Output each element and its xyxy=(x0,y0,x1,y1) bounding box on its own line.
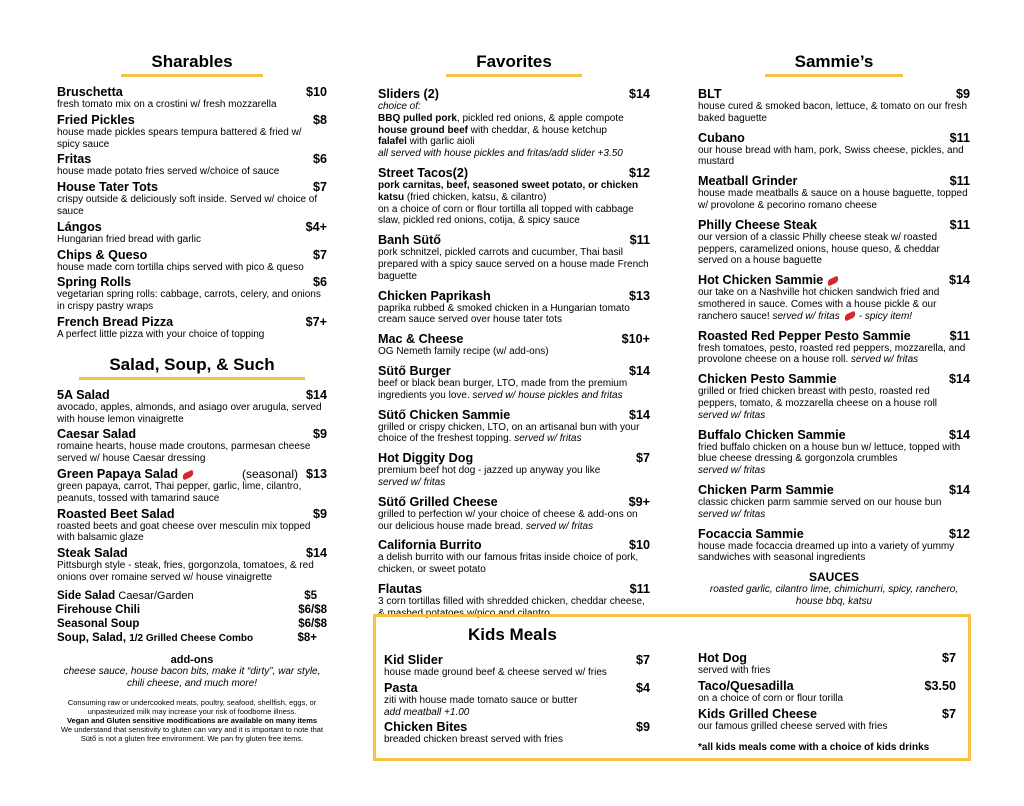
item-name: Seasonal Soup xyxy=(57,617,140,630)
item-desc: house made focaccia dreamed up into a variety of yummy sandwiches with seasonal ingredients xyxy=(698,540,955,564)
chili-pepper-icon xyxy=(843,311,856,322)
salad-heading: Salad, Soup, & Such xyxy=(57,355,327,380)
item-price: $7 xyxy=(312,180,327,195)
addons-title: add-ons xyxy=(170,653,214,666)
item-sub: 1/2 Grilled Cheese Combo xyxy=(129,632,254,644)
sauces-title: SAUCES xyxy=(808,570,859,585)
item-name: Sliders (2) xyxy=(378,87,439,101)
item-desc: crispy outside & deliciously soft inside. Served w/ choice of sauce xyxy=(57,194,318,217)
item-desc: our house bread with ham, pork, Swiss cheese, pickles, and mustard xyxy=(698,144,964,168)
menu-item xyxy=(378,233,650,282)
menu-item xyxy=(57,85,327,111)
item-desc: fresh tomatoes, pesto, roasted red peppers, mozzarella, and provolone cheese on a house roll. served w/ fritas xyxy=(698,342,966,366)
item-name: California Burrito xyxy=(378,538,482,553)
menu-item xyxy=(698,428,970,477)
item-name: Cubano xyxy=(698,130,745,145)
item-desc: pork carnitas, beef, seasoned sweet potato, or chicken katsu (fried chicken, katsu, & cilantro) on a choice of corn or flour tortilla all topped with cabbage slaw, pickled red onions, cotija, & spicy sauce xyxy=(378,179,639,227)
item-name: Hot Dog xyxy=(698,651,747,665)
item-price: $14 xyxy=(948,273,970,288)
menu-item xyxy=(57,152,327,178)
menu-item xyxy=(698,218,970,267)
menu-item-hot-chicken xyxy=(698,273,970,322)
item-price: $7 xyxy=(635,653,650,667)
item-price: $11 xyxy=(949,130,970,145)
item-desc: our version of a classic Philly cheese steak w/ roasted peppers, caramelized onions, house queso, & cheddar served on a house baguette xyxy=(698,231,940,267)
menu-item xyxy=(57,180,327,218)
item-desc: A perfect little pizza with your choice of topping xyxy=(57,328,265,340)
disclaimer-vegan: Vegan and Gluten sensitive modifications are available on many items xyxy=(66,716,318,726)
item-name: Firehouse Chili xyxy=(57,603,141,616)
kids-right-column xyxy=(698,651,956,753)
item-name: Soup, Salad, xyxy=(57,631,127,644)
menu-item xyxy=(378,408,650,446)
item-desc: pork schnitzel, pickled carrots and cucumber, Thai basil prepared with a spicy sauce served on a house made French baguette xyxy=(378,247,649,282)
sammies-heading: Sammie’s xyxy=(698,52,970,77)
kids-left-column xyxy=(384,653,650,748)
menu-item xyxy=(57,388,327,426)
item-desc: premium beef hot dog - jazzed up anyway you like served w/ fritas xyxy=(378,465,601,488)
menu-item xyxy=(57,604,327,616)
menu-item xyxy=(57,275,327,313)
menu-item xyxy=(378,538,650,576)
menu-item xyxy=(698,679,956,705)
sharables-column xyxy=(57,52,327,743)
item-desc: breaded chicken breast served with fries xyxy=(384,734,563,746)
item-name: 5A Salad xyxy=(57,387,110,402)
item-price: $13 xyxy=(628,288,650,303)
disclaimer-gluten: We understand that sensitivity to gluten can vary and it is important to note that Sütő is not a gluten free environment. We pan fry gluten free items. xyxy=(60,725,324,744)
item-name: Kids Grilled Cheese xyxy=(698,706,817,721)
item-price: $3.50 xyxy=(924,678,956,693)
item-price: $11 xyxy=(949,328,970,343)
item-name: Chicken Pesto Sammie xyxy=(698,372,837,387)
item-price: $9 xyxy=(312,506,327,521)
menu-item xyxy=(698,707,956,733)
item-desc: 3 corn tortillas filled with shredded chicken, cheddar cheese, & mashed potatoes w/pico and cilantro xyxy=(378,595,645,619)
item-desc: fried buffalo chicken on a house bun w/ lettuce, topped with blue cheese dressing & gorgonzola crumbles served w/ fritas xyxy=(698,441,961,477)
chili-pepper-icon xyxy=(181,470,194,481)
menu-item xyxy=(57,248,327,274)
menu-item xyxy=(698,372,970,421)
menu-item xyxy=(698,87,970,125)
item-desc: vegetarian spring rolls: cabbage, carrots, celery, and onions in crispy pastry wraps xyxy=(57,289,321,313)
item-name: Philly Cheese Steak xyxy=(698,217,818,232)
item-price: $8+ xyxy=(297,631,317,644)
menu-item xyxy=(57,590,327,602)
item-price: $8 xyxy=(312,112,327,127)
menu-item xyxy=(57,632,327,644)
item-price: $14 xyxy=(305,546,327,561)
menu-item xyxy=(384,653,650,679)
kids-drinks-note: *all kids meals come with a choice of kids drinks xyxy=(698,742,930,754)
item-name: French Bread Pizza xyxy=(57,314,174,329)
item-name: Fried Pickles xyxy=(57,112,135,127)
item-price: $12 xyxy=(948,526,970,541)
item-name: Roasted Red Pepper Pesto Sammie xyxy=(698,328,911,343)
item-price: $7 xyxy=(635,451,650,466)
item-price: $11 xyxy=(629,233,650,248)
item-name: Pasta xyxy=(384,680,418,695)
item-price: $12 xyxy=(628,165,650,180)
item-name: Kid Slider xyxy=(384,653,443,667)
item-price: $14 xyxy=(948,372,970,387)
item-desc: grilled or crispy chicken, LTO, on an artisanal bun with your choice of the freshest topping. served w/ fritas xyxy=(378,421,640,445)
item-price: $13 xyxy=(305,466,327,481)
item-name: Focaccia Sammie xyxy=(698,526,804,541)
item-price: $14 xyxy=(628,363,650,378)
sammies-column xyxy=(698,52,970,608)
item-desc: grilled or fried chicken breast with pesto, roasted red peppers, tomato, & mozzarella cheese on a house roll served w/ fritas xyxy=(698,386,938,421)
item-desc: house cured & smoked bacon, lettuce, & tomato on our fresh baked baguette xyxy=(698,101,968,124)
menu-item-tacos xyxy=(378,166,650,227)
item-desc: roasted beets and goat cheese over mesculin mix topped with balsamic glaze xyxy=(57,520,311,544)
item-name: Chips & Queso xyxy=(57,247,148,262)
menu-item xyxy=(378,451,650,489)
menu-item xyxy=(698,329,970,367)
item-desc: Pittsburgh style - steak, fries, gorgonzola, tomatoes, & red onions over romaine served w/ house vinaigrette xyxy=(57,560,314,583)
menu-item xyxy=(384,681,650,719)
item-price: $10+ xyxy=(621,332,650,347)
item-price: $9 xyxy=(312,427,327,442)
disclaimer-raw-food: Consuming raw or undercooked meats, poultry, seafood, shellfish, eggs, or unpasteurized milk may increase your risk of foodborne illness. xyxy=(67,697,317,716)
kids-meals-title: Kids Meals xyxy=(468,625,557,644)
menu-item xyxy=(57,427,327,465)
item-price: $7 xyxy=(312,247,327,262)
item-name: Steak Salad xyxy=(57,546,128,561)
item-desc: house made potato fries served w/choice of sauce xyxy=(57,166,280,178)
item-name: BLT xyxy=(698,87,722,101)
item-desc: Hungarian fried bread with garlic xyxy=(57,233,201,245)
menu-item-sliders xyxy=(378,87,650,160)
item-name: Mac & Cheese xyxy=(378,332,464,347)
item-desc: our famous grilled cheese served with fries xyxy=(698,720,888,732)
item-desc: house made meatballs & sauce on a house baguette, topped w/ provolone & pecorino romano cheese xyxy=(698,188,968,211)
item-desc: green papaya, carrot, Thai pepper, garlic, lime, cilantro, peanuts, tossed with tamarind sauce xyxy=(57,480,302,504)
menu-item xyxy=(698,527,970,565)
item-price: $14 xyxy=(628,87,650,101)
item-desc: avocado, apples, almonds, and asiago over arugula, served with house lemon vinaigrette xyxy=(57,401,322,425)
menu-item xyxy=(378,364,650,402)
item-name: Chicken Bites xyxy=(384,720,468,735)
item-desc: paprika rubbed & smoked chicken in a Hungarian tomato cream sauce served over house tater tots xyxy=(378,302,630,326)
item-name: House Tater Tots xyxy=(57,180,158,195)
item-price: $6/$8 xyxy=(298,603,327,616)
seasonal-label: (seasonal) xyxy=(241,466,298,481)
item-price: $7 xyxy=(941,706,956,721)
item-price: $9+ xyxy=(628,494,650,509)
item-name: Flautas xyxy=(378,581,423,596)
favorites-heading: Favorites xyxy=(378,52,650,77)
item-desc: beef or black bean burger, LTO, made from the premium ingredients you love. served w/ house pickles and fritas xyxy=(378,377,628,401)
item-price: $6 xyxy=(312,152,327,167)
item-price: $7+ xyxy=(305,314,327,329)
menu-item xyxy=(698,174,970,212)
item-desc: choice of: BBQ pulled pork, pickled red onions, & apple compote house ground beef with cheddar, & house ketchup falafel with garlic aioli all served with house pickles and fritas/add slider +3.50 xyxy=(378,101,624,160)
item-desc: served with fries xyxy=(698,665,771,676)
item-name: Hot Chicken Sammie xyxy=(698,273,824,288)
item-price: $14 xyxy=(948,482,970,497)
item-name: Meatball Grinder xyxy=(698,174,798,189)
item-price: $6 xyxy=(312,275,327,290)
menu-item xyxy=(57,546,327,584)
item-desc: a delish burrito with our famous fritas inside choice of pork, chicken, or sweet potato xyxy=(378,552,639,576)
item-desc: house made ground beef & cheese served w/ fries xyxy=(384,667,607,678)
item-desc: on a choice of corn or flour torilla xyxy=(698,692,844,704)
item-price: $9 xyxy=(635,720,650,735)
item-desc: classic chicken parm sammie served on our house bun served w/ fritas xyxy=(698,496,942,520)
addons-text: cheese sauce, house bacon bits, make it “dirty”, war style, chili cheese, and much more! xyxy=(63,665,321,689)
menu-item xyxy=(57,467,327,505)
item-price: $5 xyxy=(304,589,317,602)
item-name: Sütő Grilled Cheese xyxy=(378,494,498,509)
item-name: Buffalo Chicken Sammie xyxy=(698,427,846,442)
item-price: $11 xyxy=(949,217,970,232)
menu-item xyxy=(57,113,327,151)
item-price: $7 xyxy=(941,651,956,665)
item-name: Lángos xyxy=(57,219,102,234)
menu-item xyxy=(698,651,956,677)
item-name: Caesar Salad xyxy=(57,427,137,442)
item-price: $4+ xyxy=(305,219,327,234)
item-desc: our take on a Nashville hot chicken sandwich fried and smothered in sauce. Comes with a house pickle & our ranchero sauce! served w/ fritas - spicy item! xyxy=(698,287,940,322)
item-desc: grilled to perfection w/ your choice of cheese & add-ons on our delicious house made bread. served w/ fritas xyxy=(378,508,638,532)
item-name: Chicken Parm Sammie xyxy=(698,482,834,497)
item-name: Green Papaya Salad xyxy=(57,466,179,481)
menu-item xyxy=(57,220,327,246)
item-name: Taco/Quesadilla xyxy=(698,678,794,693)
item-price: $11 xyxy=(629,581,650,596)
item-desc: OG Nemeth family recipe (w/ add-ons) xyxy=(378,346,549,358)
favorites-column xyxy=(378,52,650,622)
kids-meals-box xyxy=(373,614,971,761)
item-name: Banh Sütő xyxy=(378,233,441,248)
menu-item xyxy=(57,507,327,545)
disclaimer xyxy=(57,698,327,744)
item-price: $4 xyxy=(635,680,650,695)
item-price: $6/$8 xyxy=(298,617,327,630)
item-desc: romaine hearts, house made croutons, parmesan cheese served w/ house Caesar dressing xyxy=(57,441,311,465)
menu-item xyxy=(384,720,650,746)
item-desc: house made pickles spears tempura battered & fried w/ spicy sauce xyxy=(57,126,302,150)
item-name: Hot Diggity Dog xyxy=(378,451,474,466)
item-desc: house made corn tortilla chips served with pico & queso xyxy=(57,261,304,273)
item-price: $11 xyxy=(949,174,970,189)
item-desc: fresh tomato mix on a crostini w/ fresh mozzarella xyxy=(57,99,277,110)
item-name: Side Salad xyxy=(57,589,116,602)
sauces-text: roasted garlic, cilantro lime, chimichurri, spicy, ranchero, house bbq, katsu xyxy=(709,584,959,608)
item-price: $14 xyxy=(628,407,650,422)
menu-item xyxy=(378,495,650,533)
item-price: $10 xyxy=(305,85,327,99)
item-price: $14 xyxy=(948,427,970,442)
menu-item xyxy=(378,332,650,358)
chili-pepper-icon xyxy=(827,276,840,287)
item-price: $9 xyxy=(955,87,970,101)
menu-item xyxy=(698,483,970,521)
menu-item xyxy=(57,618,327,630)
item-name: Sütő Burger xyxy=(378,363,451,378)
menu-item xyxy=(378,289,650,327)
item-desc: ziti with house made tomato sauce or butter add meatball +1.00 xyxy=(384,694,578,718)
item-price: $14 xyxy=(305,387,327,402)
sharables-heading: Sharables xyxy=(57,52,327,77)
item-name: Roasted Beet Salad xyxy=(57,506,175,521)
item-price: $10 xyxy=(628,538,650,553)
item-name: Chicken Paprikash xyxy=(378,288,491,303)
item-name: Sütő Chicken Sammie xyxy=(378,407,511,422)
menu-item xyxy=(57,315,327,341)
item-name: Fritas xyxy=(57,152,92,167)
item-name: Spring Rolls xyxy=(57,275,132,290)
item-sub: Caesar/Garden xyxy=(118,589,194,602)
menu-item xyxy=(698,131,970,169)
item-name: Bruschetta xyxy=(57,85,123,99)
item-name: Street Tacos(2) xyxy=(378,165,469,180)
